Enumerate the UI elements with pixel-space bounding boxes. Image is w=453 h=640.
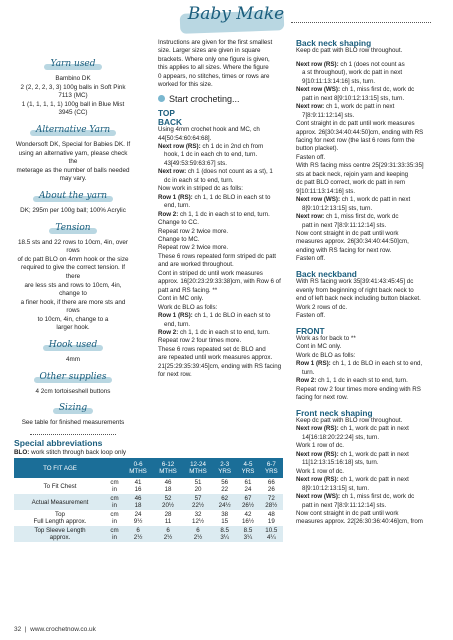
instruction-line: patt in next 8[9:10:12:13:15] sts, turn.: [302, 94, 405, 102]
table-header-cell: [106, 458, 123, 478]
instruction-line: 9[10:11:13:14:16] sts.: [296, 187, 356, 195]
instruction-line: 44[50:54:60:64:68].: [158, 134, 212, 142]
instruction-line: dc in each st to end, turn.: [164, 176, 234, 184]
alt-yarn-line: may vary.: [59, 175, 87, 183]
unit-cell: cm in: [106, 526, 123, 542]
instruction-line: Change to CC.: [158, 219, 199, 227]
tension-line: larger hook.: [56, 324, 90, 332]
section-heading: Back neck shaping: [296, 38, 372, 48]
instruction-line: Cont in MC only.: [296, 343, 342, 351]
intro-line: 0 appears, no stitches, times or rows are: [158, 72, 270, 80]
instruction-line: Now cont straight in dc patt until work: [296, 229, 399, 237]
row-label: Row 2:: [296, 377, 317, 385]
instruction-line: dc patt BLO correct, work dc patt in rem: [296, 179, 406, 187]
instruction-line: Row 1 (RS): ch 1, 1 dc BLO in each st to end,: [296, 360, 423, 368]
instruction-line: measures approx. 22[26:30:36:40:46]cm, from: [296, 518, 423, 526]
row-label: Next row (WS):: [296, 86, 340, 94]
instruction-line: Repeat row 2 twice more.: [158, 244, 229, 252]
value-cell: 38 15: [213, 510, 236, 526]
alt-yarn-line: meterage as the number of balls needed: [16, 166, 130, 174]
instruction-line: With RS facing miss centre 25[29:31:33:35:35]: [296, 162, 424, 170]
value-cell: 46 18: [153, 478, 183, 494]
section-heading: Back neckband: [296, 268, 357, 279]
table-header-cell: TO FIT AGE: [14, 458, 106, 478]
sizing-heading: Sizing: [53, 404, 93, 413]
instruction-line: 9[10:11:13:14:16] sts, turn.: [302, 77, 376, 85]
alt-yarn-heading: Alternative Yarn: [30, 126, 116, 135]
instruction-line: Next row (WS): ch 1, work dc patt in next: [296, 196, 411, 204]
abbr-text: work stitch through back loop only: [31, 449, 126, 457]
instruction-line: Next row (RS): ch 1, work dc patt in next: [296, 476, 409, 484]
instruction-line: Next row (RS): ch 1 (does not count as: [296, 60, 405, 68]
site-url: www.crochetnow.co.uk: [30, 626, 96, 633]
value-cell: 8.5 3¼: [236, 526, 259, 542]
instruction-line: Now work in striped dc as folls:: [158, 185, 243, 193]
value-cell: 8.5 3¼: [213, 526, 236, 542]
bullet-icon: [158, 95, 165, 102]
instruction-line: measures approx. 26[30:34:40:44:50]cm,: [296, 238, 409, 246]
row-label-cell: To Fit Chest: [14, 478, 106, 494]
instruction-line: facing for next row.: [296, 394, 348, 402]
instruction-line: Cont in striped dc until work measures: [158, 269, 263, 277]
section-body: [296, 335, 438, 403]
instruction-line: Repeat row 2 four times more.: [158, 337, 242, 345]
yarn-line: 7113 (MC): [58, 92, 88, 100]
materials-column: [14, 52, 132, 458]
row-label: Next row (RS):: [296, 450, 339, 458]
value-cell: 6 2½: [123, 526, 153, 542]
value-cell: 24 9½: [123, 510, 153, 526]
instruction-line: These 6 rows repeated form striped dc patt: [158, 252, 276, 260]
instruction-line: for next row.: [158, 371, 192, 379]
unit-cell: cm in: [106, 494, 123, 510]
value-cell: 41 16: [123, 478, 153, 494]
tension-line: 18.5 sts and 22 rows to 10cm, 4in, over rows: [18, 238, 128, 255]
row-label: Next row (RS):: [296, 60, 339, 68]
instruction-line: Next row: ch 1 (does not count as a st), 1: [158, 168, 273, 176]
instruction-line: are repeated until work measures approx.: [158, 354, 273, 362]
value-cell: 61 24: [236, 478, 259, 494]
instruction-line: 8[9:10:12:13:15] sts, turn.: [302, 204, 373, 212]
alt-yarn-line: using an alternative yarn, please check the: [18, 149, 128, 166]
table-header-cell: 0-6 MTHS: [123, 458, 153, 478]
instruction-line: Next row (WS): ch 1, miss first dc, work dc: [296, 86, 415, 94]
value-cell: 72 28½: [260, 494, 283, 510]
instruction-line: end of left back neck including button blacket.: [296, 295, 421, 303]
unit-cell: cm in: [106, 510, 123, 526]
intro-line: size. Larger sizes are given in square: [158, 47, 261, 55]
start-crocheting: [158, 95, 286, 103]
back-instructions: [158, 126, 286, 380]
instruction-line: sts at back neck, rejoin yarn and keeping: [296, 170, 409, 178]
page-number: 32: [14, 626, 22, 633]
value-cell: 57 22½: [183, 494, 213, 510]
about-yarn-text: DK; 295m per 100g ball; 100% Acrylic: [20, 206, 126, 214]
instruction-line: Fasten off.: [296, 312, 326, 320]
instruction-line: Work 1 row of dc.: [296, 442, 345, 450]
instruction-line: ending with RS facing for next row.: [296, 246, 392, 254]
tension-details: [14, 239, 132, 334]
section-body: [296, 417, 438, 527]
table-header-cell: 4-5 YRS: [236, 458, 259, 478]
table-header-cell: 2-3 YRS: [213, 458, 236, 478]
row-label: Row 1 (RS):: [158, 312, 193, 320]
value-cell: 66 26: [260, 478, 283, 494]
instruction-line: evenly from beginning of right back neck to: [296, 286, 414, 294]
special-abbreviations: [14, 439, 132, 458]
instruction-line: Row 1 (RS): ch 1, 1 dc BLO in each st to: [158, 193, 271, 201]
instruction-line: patt in next 7[8:9:11:12:14] sts.: [302, 501, 387, 509]
instruction-line: With RS facing work 35[39:41:43:45:45] dc: [296, 278, 414, 286]
value-cell: 48 19: [260, 510, 283, 526]
instruction-line: facing for next row (the last 6 rows form the: [296, 136, 415, 144]
instruction-line: 21[25:29:35:39:45]cm, ending with RS facing: [158, 362, 282, 370]
instruction-line: Repeat row 2 twice more.: [158, 227, 229, 235]
value-cell: 6 2½: [183, 526, 213, 542]
instruction-line: Row 2: ch 1, 1 dc in each st to end, turn.: [296, 377, 408, 385]
hook-text: 4mm: [66, 356, 80, 364]
section-top-heading: TOP: [158, 108, 175, 119]
row-label: Next row (RS):: [296, 425, 339, 433]
row-label: Next row (WS):: [296, 196, 340, 204]
instruction-line: Row 2: ch 1, 1 dc in each st to end, turn.: [158, 328, 270, 336]
value-cell: 32 12½: [183, 510, 213, 526]
instruction-line: Work as for back to **: [296, 334, 356, 342]
instruction-line: button placket).: [296, 145, 339, 153]
value-cell: 10.5 4¼: [260, 526, 283, 542]
tension-line: to 10cm, 4in, change to a: [37, 315, 109, 323]
row-label-cell: Top Sleeve Length approx.: [14, 526, 106, 542]
instruction-line: Fasten off.: [296, 153, 326, 161]
tension-heading: Tension: [49, 224, 96, 233]
page-footer: 32 | www.crochetnow.co.uk: [14, 626, 96, 633]
page-title: Baby Make: [187, 4, 285, 24]
section-body: [296, 278, 438, 320]
other-supplies-heading: Other supplies: [34, 373, 113, 382]
table-row: [14, 494, 283, 510]
instruction-line: approx. 16[20:23:29:33:38]cm, with Row 6 of: [158, 278, 281, 286]
row-label: Row 2:: [158, 328, 179, 336]
instructions-column-1: [158, 39, 286, 380]
instruction-line: These 6 rows repeated set dc BLO and: [158, 345, 266, 353]
table-header-cell: 6-7 YRS: [260, 458, 283, 478]
yarn-line: 2 (2, 2, 2, 3, 3) 100g balls in Soft Pink: [20, 83, 126, 91]
hook-heading: Hook used: [43, 341, 104, 350]
tension-line: of dc patt BLO on 4mm hook or the size: [17, 255, 129, 263]
instruction-line: Next row: ch 1, miss first dc, work dc: [296, 213, 399, 221]
instruction-line: Fasten off.: [296, 255, 326, 263]
row-label: Row 2:: [158, 210, 179, 218]
yarn-heading: Yarn used: [44, 60, 101, 69]
instruction-line: Change to MC.: [158, 235, 200, 243]
section-heading: Front neck shaping: [296, 407, 373, 418]
row-label-cell: Top Full Length approx.: [14, 510, 106, 526]
instruction-line: end, turn.: [164, 202, 191, 210]
tension-line: required to give the correct tension. If there: [21, 264, 125, 280]
row-label: Row 1 (RS):: [158, 193, 193, 201]
alt-yarn-line: Wondersoft DK, Special for Babies DK. If: [15, 140, 131, 148]
instruction-line: Repeat row 2 four times more ending with RS: [296, 385, 421, 393]
instruction-line: 11[12:13:15:16:18] sts, turn.: [302, 459, 379, 467]
divider: [30, 434, 116, 435]
table-row: [14, 478, 283, 494]
value-cell: 42 16½: [236, 510, 259, 526]
instruction-line: Row 2: ch 1, 1 dc in each st to end, turn.: [158, 210, 270, 218]
tension-line: are less sts and rows to 10cm, 4in, change to: [24, 281, 122, 298]
value-cell: 51 20: [183, 478, 213, 494]
row-label: Next row:: [158, 168, 187, 176]
value-cell: 67 26½: [236, 494, 259, 510]
sizing-text: See table for finished measurements: [21, 419, 125, 427]
row-label: Row 1 (RS):: [296, 360, 331, 368]
instruction-line: and are worked throughout.: [158, 261, 234, 269]
row-label: Next row:: [296, 103, 325, 111]
instruction-line: end, turn.: [164, 320, 191, 328]
table-row: [14, 526, 283, 542]
instructions-column-2: [296, 39, 438, 527]
value-cell: 6 2½: [153, 526, 183, 542]
row-label: Next row (RS):: [296, 476, 339, 484]
table-header-cell: 12-24 MTHS: [183, 458, 213, 478]
value-cell: 56 22: [213, 478, 236, 494]
yarn-line: 3945 (CC): [58, 109, 88, 117]
instruction-line: Cont straight in dc patt until work measures: [296, 120, 415, 128]
intro-line: brackets. Where only one figure is given,: [158, 55, 270, 63]
intro-text: [158, 39, 286, 90]
instruction-line: turn.: [302, 368, 315, 376]
row-label-cell: Actual Measurement: [14, 494, 106, 510]
instruction-line: Keep dc patt with BLO row throughout.: [296, 417, 403, 425]
size-table: [14, 458, 283, 542]
instruction-line: 8[9:10:12:13:15] st, turn.: [302, 484, 370, 492]
instruction-line: Keep dc patt with BLO row throughout.: [296, 47, 403, 55]
value-cell: 28 11: [153, 510, 183, 526]
section-back-heading: BACK: [158, 116, 182, 127]
instruction-line: Using 4mm crochet hook and MC, ch: [158, 126, 260, 134]
instruction-line: Work dc BLO as folls:: [296, 351, 356, 359]
other-supplies-text: 4 2cm tortoiseshell buttons: [35, 387, 111, 395]
row-label: Next row (RS):: [158, 142, 201, 150]
instruction-line: patt and RS facing. **: [158, 286, 218, 294]
table-header-cell: 6-12 MTHS: [153, 458, 183, 478]
unit-cell: cm in: [106, 478, 123, 494]
instruction-line: Cont in MC only.: [158, 295, 204, 303]
section-body: [296, 47, 438, 263]
instruction-line: Next row (RS): ch 1 dc in 2nd ch from: [158, 142, 264, 150]
intro-line: Instructions are given for the first smallest: [158, 39, 273, 46]
row-label: Next row (WS):: [296, 493, 340, 501]
value-cell: 52 20½: [153, 494, 183, 510]
instruction-line: hook, 1 dc in each ch to end, turn.: [164, 151, 258, 159]
instruction-line: Next row (RS): ch 1, work dc patt in next: [296, 425, 409, 433]
special-abbreviations-title: Special abbreviations: [14, 437, 103, 448]
intro-line: worked for this size.: [158, 81, 213, 89]
instruction-line: a st throughout), work dc patt in next: [302, 69, 403, 77]
abbr-label: BLO:: [14, 449, 30, 457]
instruction-line: 7[8:9:11:12:14] sts.: [302, 111, 355, 119]
instruction-line: Work dc BLO as folls:: [158, 303, 218, 311]
instruction-line: Now cont straight in dc patt until work: [296, 510, 399, 518]
intro-line: this applies to all sizes. Where the figure: [158, 64, 269, 72]
value-cell: 62 24½: [213, 494, 236, 510]
start-label: Start crocheting...: [169, 93, 240, 104]
alt-yarn-details: [14, 141, 132, 184]
instruction-line: Next row (RS): ch 1, work dc patt in next: [296, 450, 409, 458]
instruction-line: Work 1 row of dc.: [296, 467, 345, 475]
section-heading: FRONT: [296, 325, 325, 336]
about-yarn-heading: About the yarn: [33, 192, 113, 201]
instruction-line: 14[16:18:20:22:24] sts, turn.: [302, 433, 380, 441]
yarn-line: Bambino DK: [55, 75, 91, 82]
instruction-line: approx. 26[30:34:40:44:50]cm, ending with RS: [296, 128, 424, 136]
yarn-line: 1 (1, 1, 1, 1, 1) 100g ball in Blue Mist: [21, 100, 125, 108]
value-cell: 46 18: [123, 494, 153, 510]
instruction-line: 43[49:53:59:63:67] sts.: [164, 159, 227, 167]
page-header: [186, 2, 286, 36]
instruction-line: Next row (WS): ch 1, miss first dc, work dc: [296, 493, 415, 501]
instruction-line: Row 1 (RS): ch 1, 1 dc BLO in each st to: [158, 312, 271, 320]
table-header-row: [14, 458, 283, 478]
tension-line: a finer hook, if there are more sts and rows: [20, 298, 126, 315]
table-row: [14, 510, 283, 526]
instruction-line: patt in next 7[8:9:11:12:14] sts.: [302, 221, 387, 229]
instruction-line: Next row: ch 1, work dc patt in next: [296, 103, 395, 111]
row-label: Next row:: [296, 213, 325, 221]
divider: [291, 22, 431, 23]
instruction-line: Work 2 rows of dc.: [296, 303, 348, 311]
yarn-details: [14, 75, 132, 118]
